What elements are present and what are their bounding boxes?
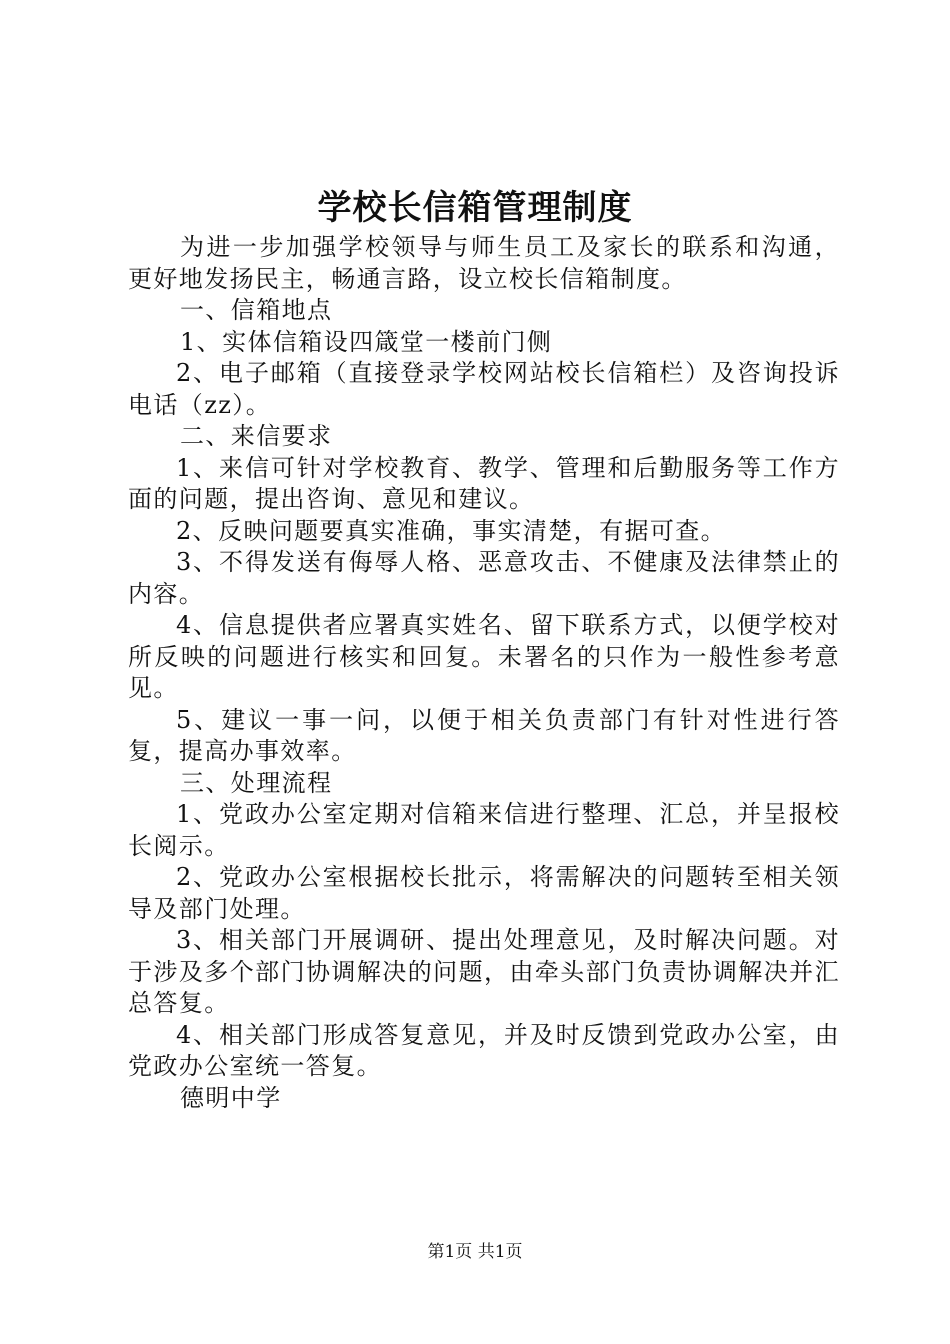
requirement-item-2: 2、反映问题要真实准确，事实清楚，有据可查。	[176, 516, 727, 545]
process-item-1: 1、党政办公室定期对信箱来信进行整理、汇总，并呈报校长阅示。	[128, 800, 840, 860]
location-item-2: 2、电子邮箱（直接登录学校网站校长信箱栏）及咨询投诉电话（zz）。	[128, 359, 840, 419]
section-heading-processing-flow: 三、处理流程	[180, 768, 333, 797]
requirement-item-5: 5、建议一事一问，以便于相关负责部门有针对性进行答复，提高办事效率。	[128, 705, 840, 765]
section-heading-letter-requirements: 二、来信要求	[180, 422, 333, 450]
section-heading-mailbox-location: 一、信箱地点	[180, 296, 333, 324]
requirement-item-4: 4、信息提供者应署真实姓名、留下联系方式，以便学校对所反映的问题进行核实和回复。未署名的只作为一般性参考意见。	[128, 611, 840, 702]
requirement-item-3: 3、不得发送有侮辱人格、恶意攻击、不健康及法律禁止的内容。	[128, 548, 840, 608]
document-title: 学校长信箱管理制度	[317, 188, 633, 228]
intro-paragraph: 为进一步加强学校领导与师生员工及家长的联系和沟通，更好地发扬民主，畅通言路，设立校长信箱制度。	[128, 233, 840, 293]
signature-school-name: 德明中学	[180, 1083, 282, 1112]
process-item-3: 3、相关部门开展调研、提出处理意见，及时解决问题。对于涉及多个部门协调解决的问题，由牵头部门负责协调解决并汇总答复。	[128, 926, 840, 1017]
process-item-2: 2、党政办公室根据校长批示，将需解决的问题转至相关领导及部门处理。	[128, 863, 840, 923]
location-item-1: 1、实体信箱设四箴堂一楼前门侧	[180, 327, 553, 356]
process-item-4: 4、相关部门形成答复意见，并及时反馈到党政办公室，由党政办公室统一答复。	[128, 1020, 840, 1080]
page-footer: 第1页 共1页	[427, 1242, 523, 1262]
document-body	[128, 232, 840, 1114]
requirement-item-1: 1、来信可针对学校教育、教学、管理和后勤服务等工作方面的问题，提出咨询、意见和建议。	[128, 453, 840, 513]
